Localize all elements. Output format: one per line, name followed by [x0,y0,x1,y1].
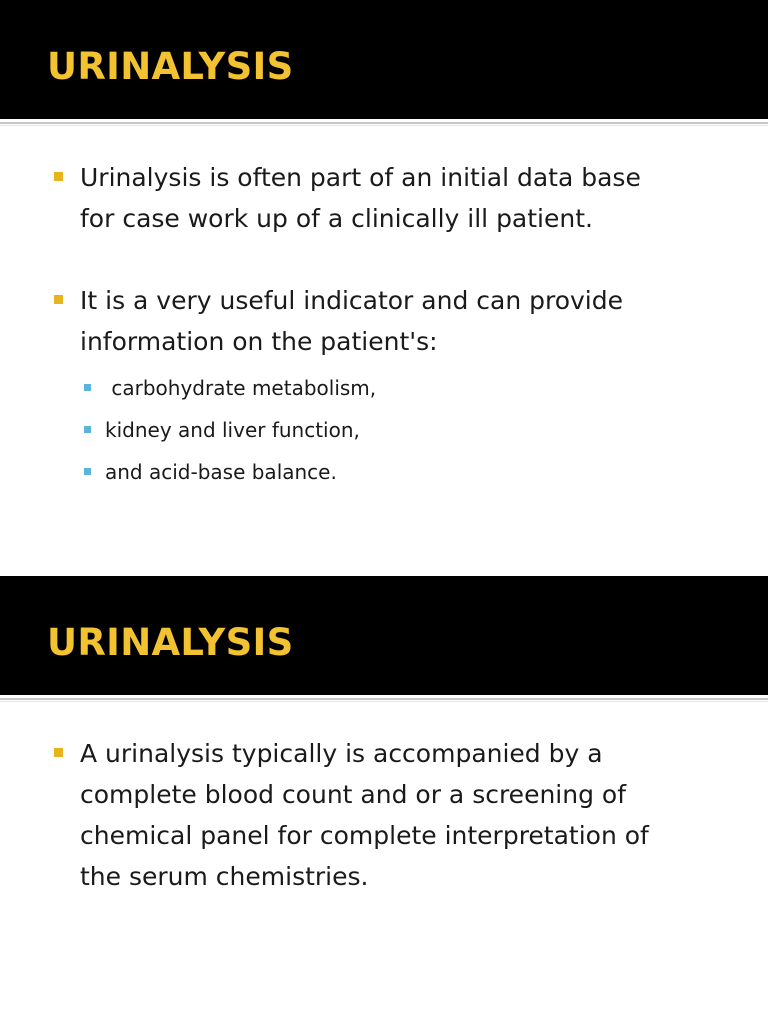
bullet-text-line: It is a very useful indicator and can provide [80,286,624,315]
sub-bullet-item [105,415,705,445]
sub-bullet-item [105,373,705,403]
sub-bullet-item [105,457,705,487]
sub-bullet-text: and acid-base balance. [105,460,337,484]
square-bullet-icon [54,748,63,757]
bullet-text-line: A urinalysis typically is accompanied by a [80,739,603,768]
bullet-text-line: the serum chemistries. [80,862,369,891]
title-bar [0,576,768,695]
sub-bullet-text: carbohydrate metabolism, [105,376,377,400]
bullet-item [80,733,740,897]
bullet-text-line: for case work up of a clinically ill patient. [80,204,593,233]
divider-line [0,122,768,124]
divider-line [0,698,768,700]
square-sub-bullet-icon [84,468,91,475]
bullet-item [80,280,740,362]
bullet-item [80,157,740,239]
divider-line-shadow [0,125,768,126]
sub-bullet-text: kidney and liver function, [105,418,360,442]
bullet-text-line: Urinalysis is often part of an initial data base [80,163,641,192]
bullet-text-line: complete blood count and or a screening of [80,780,626,809]
slide-title: URINALYSIS [47,621,294,664]
bullet-text-line: information on the patient's: [80,327,438,356]
square-sub-bullet-icon [84,426,91,433]
square-bullet-icon [54,172,63,181]
slide-2 [0,576,768,1024]
divider-line-shadow [0,701,768,702]
slide-title: URINALYSIS [47,45,294,88]
title-bar [0,0,768,119]
square-sub-bullet-icon [84,384,91,391]
bullet-text-line: chemical panel for complete interpretation of [80,821,649,850]
square-bullet-icon [54,295,63,304]
